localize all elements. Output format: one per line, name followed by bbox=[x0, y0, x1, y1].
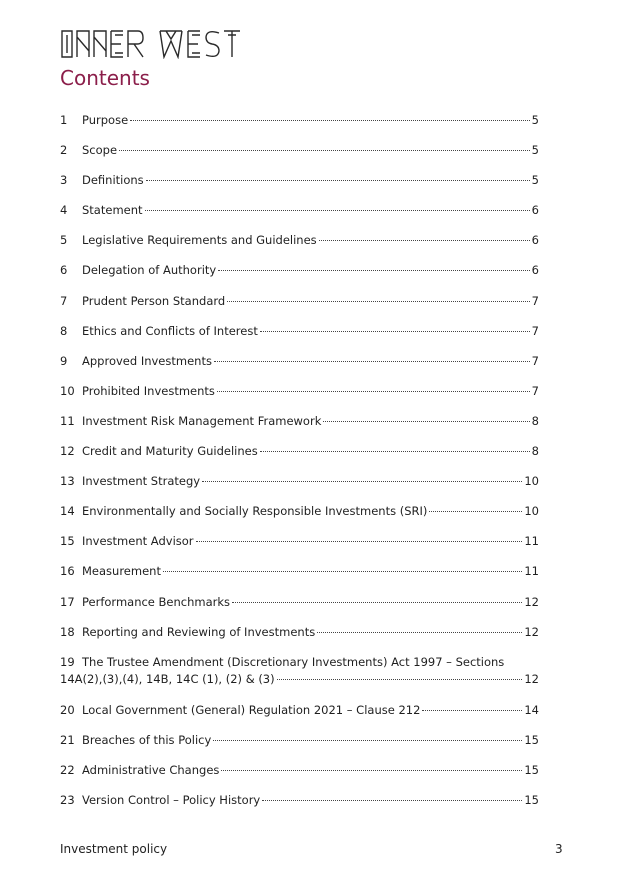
toc-entry-page: 8 bbox=[531, 444, 539, 459]
toc-entry[interactable] bbox=[60, 533, 539, 563]
dot-leader bbox=[277, 679, 523, 680]
dot-leader bbox=[213, 740, 522, 741]
toc-entry-title: The Trustee Amendment (Discretionary Investments) Act 1997 – Sections bbox=[82, 654, 505, 669]
toc-entry-page: 7 bbox=[531, 353, 539, 368]
toc-entry-number: 17 bbox=[60, 594, 75, 609]
toc-entry[interactable] bbox=[60, 503, 539, 533]
toc-entry-title: Statement bbox=[82, 203, 143, 218]
toc-entry-number: 15 bbox=[60, 534, 75, 549]
toc-entry-title-continued: 14A(2),(3),(4), 14B, 14C (1), (2) & (3) bbox=[60, 671, 275, 686]
toc-entry-title: Reporting and Reviewing of Investments bbox=[82, 624, 316, 639]
toc-entry-page: 7 bbox=[531, 383, 539, 398]
toc-entry[interactable] bbox=[60, 594, 539, 624]
toc-entry[interactable] bbox=[60, 762, 539, 792]
toc-entry-title: Scope bbox=[82, 143, 118, 158]
toc-entry-title: Environmentally and Socially Responsible Investments (SRI) bbox=[82, 504, 428, 519]
toc-entry[interactable] bbox=[60, 202, 539, 232]
toc-entry[interactable] bbox=[60, 473, 539, 503]
toc-entry-page: 7 bbox=[531, 323, 539, 338]
dot-leader bbox=[319, 240, 530, 241]
toc-entry[interactable] bbox=[60, 353, 539, 383]
dot-leader bbox=[317, 632, 522, 633]
toc-entry-page: 14 bbox=[524, 702, 539, 717]
toc-entry-number: 12 bbox=[60, 444, 75, 459]
dot-leader bbox=[260, 331, 530, 332]
toc-entry-title: Measurement bbox=[82, 564, 161, 579]
toc-entry[interactable] bbox=[60, 383, 539, 413]
toc-entry[interactable] bbox=[60, 142, 539, 172]
toc-entry-title: Investment Risk Management Framework bbox=[82, 413, 322, 428]
toc-entry-number: 18 bbox=[60, 624, 75, 639]
toc-entry-number: 19 bbox=[60, 654, 75, 669]
dot-leader bbox=[323, 421, 529, 422]
toc-entry-number: 7 bbox=[60, 293, 68, 308]
toc-entry-title: Legislative Requirements and Guidelines bbox=[82, 233, 317, 248]
toc-entry-page: 10 bbox=[524, 504, 539, 519]
footer-document-name: Investment policy bbox=[60, 842, 168, 856]
toc-entry[interactable] bbox=[60, 624, 539, 654]
toc-entry-title: Credit and Maturity Guidelines bbox=[82, 444, 258, 459]
toc-entry[interactable] bbox=[60, 792, 539, 822]
toc-entry[interactable] bbox=[60, 563, 539, 593]
toc-entry[interactable] bbox=[60, 443, 539, 473]
dot-leader bbox=[130, 120, 530, 121]
toc-entry-number: 20 bbox=[60, 702, 75, 717]
toc-entry[interactable] bbox=[60, 732, 539, 762]
toc-entry-number: 9 bbox=[60, 353, 68, 368]
dot-leader bbox=[227, 301, 529, 302]
toc-entry-number: 21 bbox=[60, 732, 75, 747]
toc-entry-title: Prudent Person Standard bbox=[82, 293, 226, 308]
dot-leader bbox=[214, 361, 530, 362]
dot-leader bbox=[119, 150, 530, 151]
toc-entry-page: 8 bbox=[531, 413, 539, 428]
toc-entry-title: Approved Investments bbox=[82, 353, 212, 368]
toc-entry[interactable] bbox=[60, 172, 539, 202]
dot-leader bbox=[202, 481, 522, 482]
dot-leader bbox=[262, 800, 522, 801]
toc-entry-title: Delegation of Authority bbox=[82, 263, 217, 278]
toc-entry-page: 15 bbox=[524, 732, 539, 747]
dot-leader bbox=[146, 180, 530, 181]
toc-entry-number: 5 bbox=[60, 233, 68, 248]
dot-leader bbox=[221, 770, 522, 771]
toc-entry-number: 4 bbox=[60, 203, 68, 218]
toc-entry-title: Performance Benchmarks bbox=[82, 594, 231, 609]
toc-entry[interactable] bbox=[60, 262, 539, 292]
toc-entry-number: 11 bbox=[60, 413, 75, 428]
dot-leader bbox=[218, 270, 529, 271]
toc-entry-page: 6 bbox=[531, 233, 539, 248]
toc-entry-title: Version Control – Policy History bbox=[82, 792, 261, 807]
toc-entry-page: 12 bbox=[524, 624, 539, 639]
dot-leader bbox=[422, 710, 522, 711]
toc-entry[interactable] bbox=[60, 293, 539, 323]
table-of-contents bbox=[60, 112, 539, 822]
toc-entry-page: 12 bbox=[524, 671, 539, 686]
toc-entry-number: 23 bbox=[60, 792, 75, 807]
toc-entry-title: Investment Advisor bbox=[82, 534, 194, 549]
toc-entry-page: 7 bbox=[531, 293, 539, 308]
toc-entry-title: Breaches of this Policy bbox=[82, 732, 212, 747]
toc-entry-page: 5 bbox=[531, 143, 539, 158]
toc-entry[interactable] bbox=[60, 232, 539, 262]
toc-entry-title: Investment Strategy bbox=[82, 474, 201, 489]
toc-entry-page: 15 bbox=[524, 792, 539, 807]
toc-entry-page: 10 bbox=[524, 474, 539, 489]
dot-leader bbox=[217, 391, 530, 392]
footer-page-number: 3 bbox=[555, 842, 563, 856]
dot-leader bbox=[429, 511, 522, 512]
dot-leader bbox=[260, 451, 530, 452]
toc-entry-number: 8 bbox=[60, 323, 68, 338]
toc-entry-page: 12 bbox=[524, 594, 539, 609]
dot-leader bbox=[196, 541, 523, 542]
toc-entry-page: 11 bbox=[524, 534, 539, 549]
dot-leader bbox=[232, 602, 522, 603]
toc-entry[interactable] bbox=[60, 323, 539, 353]
toc-entry-page: 11 bbox=[524, 564, 539, 579]
toc-entry-title: Administrative Changes bbox=[82, 762, 220, 777]
contents-heading: Contents bbox=[60, 66, 150, 90]
toc-entry-number: 14 bbox=[60, 504, 75, 519]
toc-entry-page: 6 bbox=[531, 263, 539, 278]
toc-entry[interactable] bbox=[60, 702, 539, 732]
toc-entry-title: Prohibited Investments bbox=[82, 383, 215, 398]
toc-entry-title: Ethics and Conflicts of Interest bbox=[82, 323, 258, 338]
inner-west-logo bbox=[60, 29, 296, 59]
dot-leader bbox=[163, 571, 522, 572]
toc-entry-number: 6 bbox=[60, 263, 68, 278]
toc-entry[interactable] bbox=[60, 112, 539, 142]
toc-entry-number: 13 bbox=[60, 474, 75, 489]
toc-entry-title: Definitions bbox=[82, 173, 144, 188]
toc-entry-title: Purpose bbox=[82, 113, 129, 127]
toc-entry-page: 6 bbox=[531, 203, 539, 218]
toc-entry-page: 5 bbox=[531, 173, 539, 188]
toc-entry-number: 2 bbox=[60, 143, 68, 158]
toc-entry-number: 22 bbox=[60, 762, 75, 777]
toc-entry-title: Local Government (General) Regulation 2021 – Clause 212 bbox=[82, 702, 421, 717]
toc-entry-number: 16 bbox=[60, 564, 75, 579]
toc-entry-number: 1 bbox=[60, 113, 68, 127]
toc-entry-number: 3 bbox=[60, 173, 68, 188]
toc-entry-number: 10 bbox=[60, 383, 75, 398]
toc-entry[interactable] bbox=[60, 413, 539, 443]
toc-entry-page: 15 bbox=[524, 762, 539, 777]
toc-entry[interactable] bbox=[60, 654, 539, 702]
dot-leader bbox=[145, 210, 530, 211]
toc-entry-page: 5 bbox=[531, 113, 539, 127]
